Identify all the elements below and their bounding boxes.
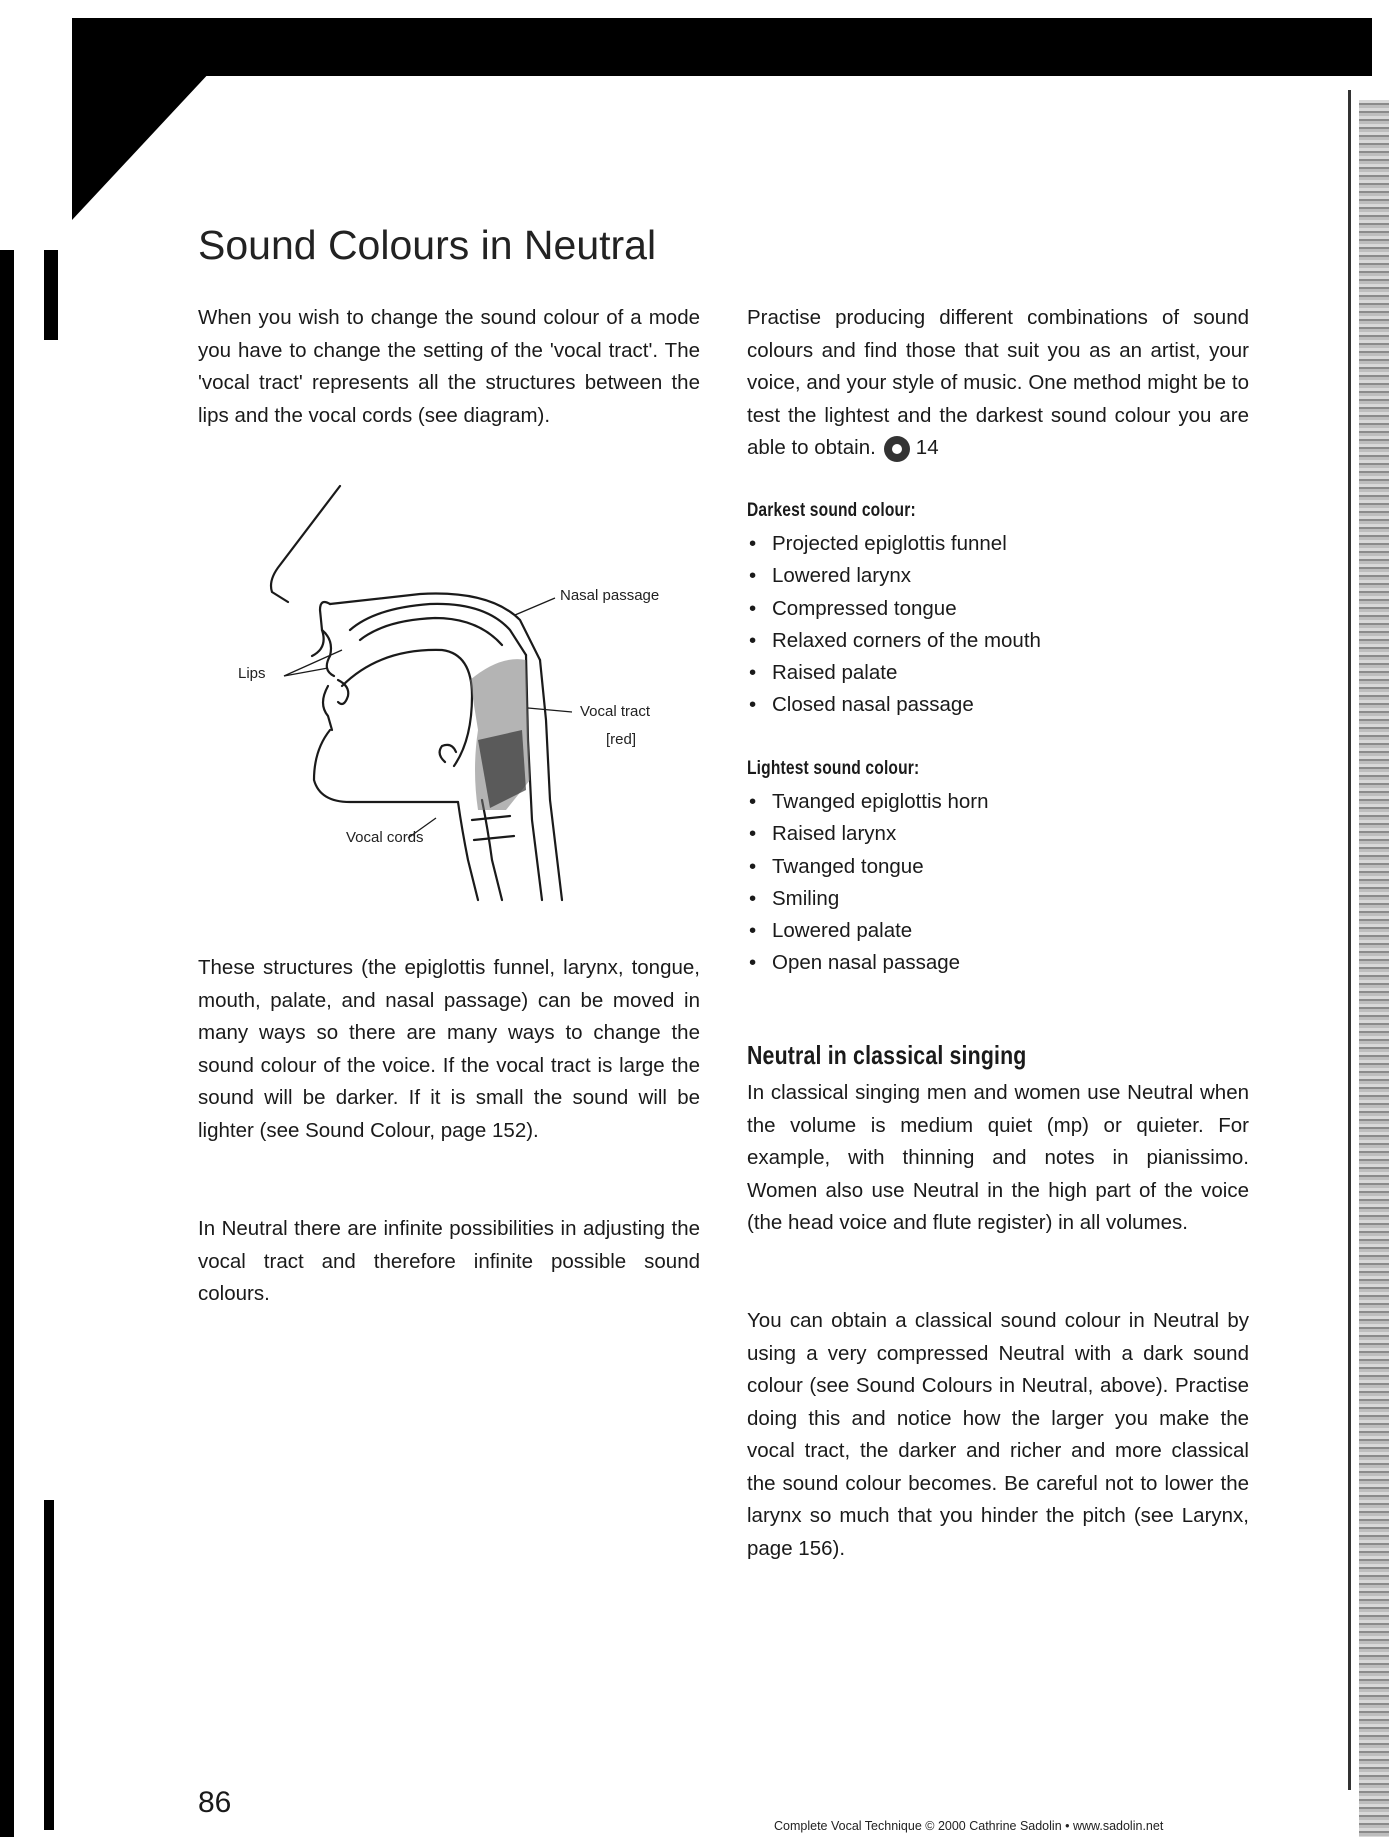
list-item: • Compressed tongue: [747, 593, 1041, 625]
label-nasal-passage: Nasal passage: [560, 587, 660, 604]
list-item: • Raised palate: [747, 657, 1041, 689]
scan-border-left-mark: [44, 250, 58, 340]
structures-paragraph: These structures (the epiglottis funnel, larynx, tongue, mouth, palate, and nasal passage) can be moved in many ways so there are many ways to change the sound colour of the voice. If the vocal tract is large the sound will be darker. If it is small the sound will be lighter (see Sound Colour, page 152).: [198, 956, 700, 1142]
label-vocal-tract-red: [red]: [606, 731, 637, 748]
page-number: 86: [198, 1786, 232, 1819]
list-item: • Raised larynx: [747, 818, 989, 850]
label-vocal-tract: Vocal tract: [580, 703, 651, 720]
classical-paragraph-1: In classical singing men and women use Neutral when the volume is medium quiet (mp) or quieter. For example, with thinning and notes in pianissimo. Women also use Neutral in the high part of the voice (the head voice and flute register) in all volumes.: [747, 1081, 1249, 1234]
list-item: • Open nasal passage: [747, 947, 989, 979]
lightest-heading: Lightest sound colour:: [747, 758, 920, 779]
track-number: 14: [915, 436, 939, 459]
list-item: • Relaxed corners of the mouth: [747, 625, 1041, 657]
label-vocal-cords: Vocal cords: [346, 829, 424, 846]
infinite-paragraph: In Neutral there are infinite possibilities in adjusting the vocal tract and therefore infinite possible sound colours.: [198, 1217, 700, 1305]
label-lips: Lips: [238, 665, 266, 682]
list-item: • Projected epiglottis funnel: [747, 528, 1041, 560]
list-item: • Twanged epiglottis horn: [747, 786, 989, 818]
list-item: • Lowered larynx: [747, 560, 1041, 592]
scan-border-top: [72, 18, 1372, 76]
lightest-list: [747, 786, 989, 980]
classical-heading: Neutral in classical singing: [747, 1040, 1027, 1070]
classical-paragraph-2: You can obtain a classical sound colour in Neutral by using a very compressed Neutral with a dark sound colour (see Sound Colours in Neutral, above). Practise doing this and notice how the larger you make the vocal tract, the darker and richer and more classical the sound colour becomes. Be careful not to lower the larynx so much that you hinder the pitch (see Larynx, page 156).: [747, 1309, 1249, 1560]
vocal-tract-diagram: [210, 480, 720, 920]
scan-border-right: [1359, 100, 1389, 1837]
scan-border-right-line: [1348, 90, 1351, 1790]
darkest-list: [747, 528, 1041, 722]
scan-corner-wedge: [72, 70, 212, 220]
scan-border-left-mark-lower: [44, 1500, 54, 1830]
list-item: • Lowered palate: [747, 915, 989, 947]
cd-track-icon: [884, 436, 910, 462]
practise-paragraph: [747, 302, 1249, 465]
intro-paragraph: When you wish to change the sound colour of a mode you have to change the setting of the 'vocal tract'. The 'vocal tract' represents all the structures between the lips and the vocal cords (see diagram).: [198, 306, 700, 427]
scan-border-left: [0, 250, 14, 1837]
practise-text: Practise producing different combinations of sound colours and find those that suit you as an artist, your voice, and your style of music. One method might be to test the lightest and the darkest sound colour you are able to obtain.: [747, 306, 1249, 459]
footer-credit: Complete Vocal Technique © 2000 Cathrine Sadolin • www.sadolin.net: [774, 1819, 1164, 1833]
page-title: Sound Colours in Neutral: [198, 222, 657, 268]
darkest-heading: Darkest sound colour:: [747, 500, 916, 521]
list-item: • Closed nasal passage: [747, 689, 1041, 721]
list-item: • Twanged tongue: [747, 851, 989, 883]
list-item: • Smiling: [747, 883, 989, 915]
